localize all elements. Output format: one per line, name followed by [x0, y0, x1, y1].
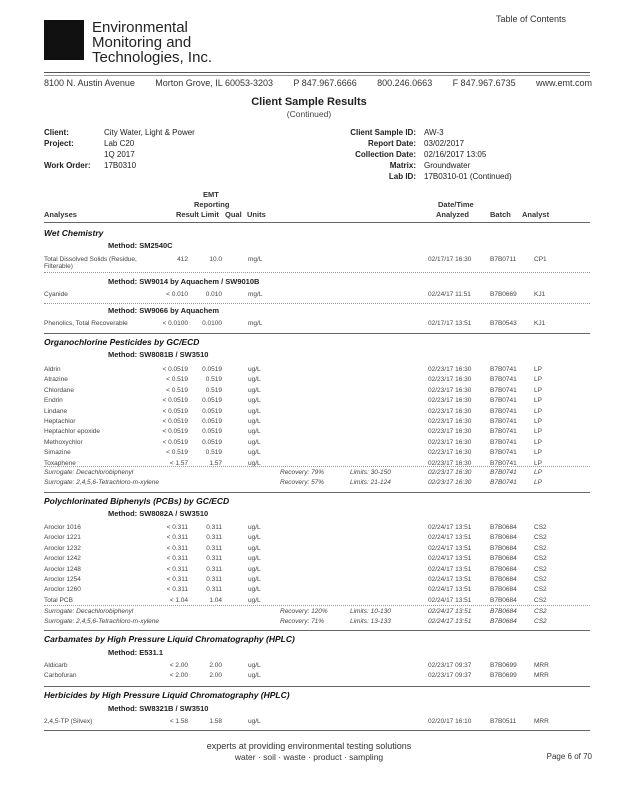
surrogate-name: Surrogate: Decachlorobiphenyl — [44, 608, 134, 615]
sample-labels — [318, 127, 416, 182]
table-row — [44, 576, 592, 586]
units-value: mg/L — [248, 256, 263, 263]
date-value: 02/24/17 13:51 — [428, 576, 472, 583]
analyte-name-cont: Filterable) — [44, 263, 73, 270]
lab-id-label: Lab ID: — [388, 172, 416, 181]
col-analyzed: Analyzed — [436, 210, 469, 219]
col-emt: EMT — [203, 190, 219, 199]
col-units: Units — [247, 210, 266, 219]
batch-value: B7B0741 — [490, 449, 517, 457]
analyte-name: Total Dissolved Solids (Residue, — [44, 256, 137, 263]
batch-value: B7B0741 — [490, 407, 517, 415]
date-value: 02/23/17 16:30 — [428, 479, 472, 487]
analyst-value: CS2 — [534, 565, 547, 573]
limit-value: 2.00 — [209, 662, 222, 669]
limit-value: 0.311 — [206, 524, 222, 531]
units-value: ug/L — [248, 565, 261, 573]
analyte-name: Aldrin — [44, 366, 61, 373]
date-value: 02/24/17 13:51 — [428, 618, 472, 626]
units-value: ug/L — [248, 428, 261, 436]
limit-value: 1.58 — [209, 718, 222, 725]
result-value: < 0.0519 — [162, 438, 188, 446]
batch-value: B7B0741 — [490, 376, 517, 384]
units-value: ug/L — [248, 596, 261, 604]
result-value: < 0.519 — [166, 449, 188, 457]
date-value: 02/17/17 16:30 — [428, 256, 472, 263]
date-value: 02/17/17 13:51 — [428, 320, 472, 327]
date-value: 02/24/17 13:51 — [428, 608, 472, 615]
table-row — [44, 418, 592, 428]
limit-value: 0.519 — [205, 386, 222, 394]
surrogate-name: Surrogate: Decachlorobiphenyl — [44, 469, 134, 476]
analyst-value: CS2 — [534, 544, 547, 552]
result-value: < 2.00 — [169, 672, 188, 680]
project-value: Lab C20 — [104, 139, 135, 148]
header-rule — [44, 222, 590, 223]
company-name-line: Technologies, Inc. — [92, 49, 213, 66]
batch-value: B7B0684 — [490, 576, 517, 583]
analyst-value: LP — [534, 407, 542, 415]
section-title: Herbicides by High Pressure Liquid Chromatography (HPLC) — [44, 690, 290, 700]
method-label: Method: SM2540C — [108, 241, 173, 250]
table-row — [44, 534, 592, 544]
batch-value: B7B0699 — [490, 672, 517, 680]
col-analyst: Analyst — [522, 210, 550, 219]
date-value: 02/23/17 16:30 — [428, 376, 472, 384]
table-of-contents-link[interactable]: Table of Contents — [495, 14, 566, 24]
company-logo — [44, 20, 84, 60]
table-row — [44, 366, 592, 376]
col-limit: Limit — [201, 210, 219, 219]
batch-value: B7B0741 — [490, 397, 517, 405]
limit-value: 0.311 — [206, 544, 222, 552]
matrix-value: Groundwater — [424, 161, 471, 170]
col-result: Result — [176, 210, 199, 219]
client-value: City Water, Light & Power — [104, 128, 195, 137]
page-number: Page 6 of 70 — [546, 752, 592, 761]
date-value: 02/23/17 16:30 — [428, 449, 472, 457]
analyte-name: Heptachlor — [44, 418, 76, 425]
col-batch: Batch — [490, 210, 511, 219]
collection-date-label: Collection Date: — [355, 150, 416, 159]
analyst-value: LP — [534, 366, 542, 373]
limits-value: Limits: 30-150 — [350, 469, 391, 476]
table-row — [44, 555, 592, 565]
analyte-name: 2,4,5-TP (Silvex) — [44, 718, 93, 725]
units-value: ug/L — [248, 397, 261, 405]
batch-value: B7B0669 — [490, 291, 517, 298]
limits-value: Limits: 21-124 — [350, 479, 391, 487]
table-row — [44, 524, 592, 534]
table-row — [44, 449, 592, 459]
analyst-value: LP — [534, 386, 542, 394]
batch-value: B7B0684 — [490, 596, 517, 604]
units-value: ug/L — [248, 586, 261, 594]
sample-values — [424, 127, 512, 182]
table-row — [44, 439, 592, 449]
analyte-name: Aldicarb — [44, 662, 68, 669]
col-analyses: Analyses — [44, 210, 77, 219]
analyst-value: CS2 — [534, 576, 547, 583]
section-rule — [44, 686, 590, 687]
project-label: Project: — [44, 139, 74, 148]
address-city: Morton Grove, IL 60053-3203 — [155, 78, 274, 88]
date-value: 02/23/17 16:30 — [428, 366, 472, 373]
limit-value: 0.311 — [206, 586, 222, 594]
batch-value: B7B0711 — [490, 256, 517, 263]
analyst-value: CS2 — [534, 534, 547, 542]
project-value-2: 1Q 2017 — [104, 150, 135, 159]
method-label: Method: SW8321B / SW3510 — [108, 704, 209, 713]
footer-tagline: experts at providing environmental testing solutions — [206, 741, 412, 751]
table-row — [44, 662, 592, 672]
batch-value: B7B0741 — [490, 469, 517, 476]
table-row — [44, 586, 592, 596]
date-value: 02/23/17 16:30 — [428, 386, 472, 394]
analyte-name: Phenolics, Total Recoverable — [44, 320, 128, 327]
address-fax: F 847.967.6735 — [452, 78, 516, 88]
table-row — [44, 408, 592, 418]
limit-value: 0.311 — [206, 534, 222, 542]
analyst-value: LP — [534, 449, 542, 457]
analyte-name: Aroclor 1248 — [44, 565, 81, 573]
result-value: 412 — [177, 256, 188, 263]
date-value: 02/24/17 13:51 — [428, 534, 472, 542]
limit-value: 0.311 — [206, 576, 222, 583]
recovery-value: Recovery: 79% — [280, 469, 325, 476]
date-value: 02/24/17 13:51 — [428, 555, 472, 563]
limit-value: 0.311 — [206, 565, 222, 573]
result-value: < 2.00 — [169, 662, 188, 669]
table-row — [44, 566, 592, 576]
batch-value: B7B0741 — [490, 459, 517, 467]
row-divider — [44, 303, 590, 304]
analyst-value: MRR — [534, 662, 549, 669]
collection-date-value: 02/16/2017 13:05 — [424, 150, 487, 159]
batch-value: B7B0684 — [490, 534, 517, 542]
page-title: Client Sample Results — [251, 96, 367, 108]
limit-value: 1.04 — [209, 596, 222, 604]
recovery-value: Recovery: 71% — [280, 618, 325, 626]
analyst-value: LP — [534, 376, 542, 384]
units-value: ug/L — [248, 418, 261, 425]
method-label: Method: SW9066 by Aquachem — [108, 306, 219, 315]
analyte-name: Chlordane — [44, 386, 74, 394]
units-value: ug/L — [248, 576, 261, 583]
date-value: 02/24/17 13:51 — [428, 586, 472, 594]
result-value: < 0.0519 — [162, 407, 188, 415]
result-value: < 0.311 — [166, 565, 188, 573]
analyst-value: LP — [534, 428, 542, 436]
limit-value: 10.0 — [209, 256, 222, 263]
report-date-label: Report Date: — [367, 139, 416, 148]
section-title: Organochlorine Pesticides by GC/ECD — [44, 337, 200, 347]
analyst-value: CS2 — [534, 596, 547, 604]
header-divider — [44, 75, 590, 76]
analyst-value: MRR — [534, 718, 549, 725]
limit-value: 0.0519 — [202, 397, 222, 405]
analyte-name: Carbofuran — [44, 672, 77, 680]
analyst-value: CS2 — [534, 586, 547, 594]
analyst-value: LP — [534, 479, 542, 487]
batch-value: B7B0741 — [490, 479, 517, 487]
report-date-value: 03/02/2017 — [424, 139, 465, 148]
batch-value: B7B0684 — [490, 608, 517, 615]
table-row — [44, 428, 592, 438]
units-value: mg/L — [248, 320, 263, 327]
address-bar — [44, 78, 592, 88]
address-web[interactable]: www.emt.com — [535, 78, 592, 88]
work-order-label: Work Order: — [44, 161, 91, 170]
section-title: Wet Chemistry — [44, 228, 104, 238]
row-divider — [44, 272, 590, 273]
units-value: mg/L — [248, 291, 263, 298]
analyst-value: CS2 — [534, 524, 547, 531]
units-value: ug/L — [248, 672, 261, 680]
units-value: ug/L — [248, 534, 261, 542]
matrix-label: Matrix: — [389, 161, 416, 170]
result-value: < 0.311 — [166, 524, 188, 531]
limit-value: 0.519 — [205, 449, 222, 457]
date-value: 02/24/17 13:51 — [428, 565, 472, 573]
batch-value: B7B0741 — [490, 386, 517, 394]
page-subtitle: (Continued) — [286, 109, 332, 119]
result-value: < 1.58 — [169, 718, 188, 725]
analyst-value: MRR — [534, 672, 549, 680]
sample-id-label: Client Sample ID: — [350, 128, 416, 137]
date-value: 02/20/17 16:10 — [428, 718, 472, 725]
method-label: Method: SW8082A / SW3510 — [108, 509, 209, 518]
batch-value: B7B0741 — [490, 438, 517, 446]
batch-value: B7B0684 — [490, 586, 517, 594]
result-value: < 0.519 — [166, 386, 188, 394]
limit-value: 0.0519 — [202, 418, 222, 425]
batch-value: B7B0511 — [490, 718, 517, 725]
batch-value: B7B0543 — [490, 320, 517, 327]
analyst-value: LP — [534, 459, 542, 467]
surrogate-row — [44, 608, 592, 618]
row-divider — [44, 466, 590, 467]
date-value: 02/24/17 11:51 — [428, 291, 471, 298]
method-label: Method: SW8081B / SW3510 — [108, 350, 209, 359]
result-value: < 0.311 — [166, 555, 188, 563]
units-value: ug/L — [248, 718, 261, 725]
analyst-value: CS2 — [534, 608, 547, 615]
surrogate-row — [44, 618, 592, 628]
limit-value: 0.519 — [205, 376, 222, 384]
limit-value: 0.311 — [206, 555, 222, 563]
section-rule — [44, 630, 590, 631]
analyst-value: LP — [534, 418, 542, 425]
address-street: 8100 N. Austin Avenue — [44, 78, 135, 88]
units-value: ug/L — [248, 662, 261, 669]
analyte-name: Aroclor 1260 — [44, 586, 81, 594]
date-value: 02/23/17 16:30 — [428, 397, 472, 405]
col-datetime: Date/Time — [438, 200, 474, 209]
client-values — [104, 127, 195, 171]
analyte-name: Lindane — [44, 407, 68, 415]
date-value: 02/23/17 16:30 — [428, 469, 472, 476]
limit-value: 0.0519 — [202, 407, 222, 415]
lab-id-value: 17B0310-01 (Continued) — [424, 172, 512, 181]
result-value: < 0.311 — [166, 586, 188, 594]
analyst-value: CS2 — [534, 555, 547, 563]
analyst-value: CP1 — [534, 256, 547, 263]
units-value: ug/L — [248, 407, 261, 415]
surrogate-name: Surrogate: 2,4,5,6-Tetrachloro-m-xylene — [44, 479, 160, 487]
analyst-value: KJ1 — [534, 320, 546, 327]
batch-value: B7B0741 — [490, 428, 517, 436]
company-name-line: Environmental — [92, 19, 188, 36]
company-name — [92, 20, 212, 65]
section-rule — [44, 730, 590, 731]
client-labels — [44, 127, 91, 171]
analyte-name: Aroclor 1254 — [44, 576, 81, 583]
col-qual: Qual — [225, 210, 242, 219]
table-row — [44, 291, 592, 301]
column-headers — [44, 190, 592, 220]
analyte-name: Simazine — [44, 449, 71, 457]
table-row — [44, 320, 592, 330]
date-value: 02/24/17 13:51 — [428, 544, 472, 552]
batch-value: B7B0684 — [490, 555, 517, 563]
result-value: < 0.010 — [166, 291, 188, 298]
result-value: < 0.311 — [166, 544, 188, 552]
work-order-value: 17B0310 — [104, 161, 137, 170]
surrogate-row — [44, 479, 592, 489]
units-value: ug/L — [248, 438, 261, 446]
sample-id-value: AW-3 — [424, 128, 444, 137]
analyte-name: Total PCB — [44, 596, 73, 604]
date-value: 02/23/17 16:30 — [428, 418, 472, 425]
analyst-value: CS2 — [534, 618, 547, 626]
analyte-name: Aroclor 1242 — [44, 555, 81, 563]
table-row — [44, 256, 592, 270]
row-divider — [44, 605, 590, 606]
result-value: < 0.519 — [166, 376, 188, 384]
limits-value: Limits: 13-133 — [350, 618, 391, 626]
limit-value: 0.0519 — [202, 366, 222, 373]
analyst-value: LP — [534, 469, 542, 476]
analyte-name: Atrazine — [44, 376, 68, 384]
analyte-name: Methoxychlor — [44, 438, 83, 446]
units-value: ug/L — [248, 544, 261, 552]
result-value: < 0.0519 — [162, 418, 188, 425]
result-value: < 0.0519 — [162, 428, 188, 436]
date-value: 02/24/17 13:51 — [428, 524, 472, 531]
recovery-value: Recovery: 57% — [280, 479, 325, 487]
client-label: Client: — [44, 128, 69, 137]
analyst-value: LP — [534, 397, 542, 405]
section-rule — [44, 333, 590, 334]
company-name-line: Monitoring and — [92, 34, 192, 51]
units-value: ug/L — [248, 459, 261, 467]
result-value: < 0.0100 — [162, 320, 188, 327]
table-row — [44, 397, 592, 407]
section-rule — [44, 492, 590, 493]
section-title: Carbamates by High Pressure Liquid Chromatography (HPLC) — [44, 634, 295, 644]
limit-value: 0.010 — [205, 291, 222, 298]
limit-value: 1.57 — [209, 459, 222, 467]
batch-value: B7B0684 — [490, 565, 517, 573]
result-value: < 0.0519 — [162, 366, 188, 373]
limit-value: 0.0100 — [202, 320, 222, 327]
analyte-name: Cyanide — [44, 291, 68, 298]
limit-value: 2.00 — [209, 672, 222, 680]
date-value: 02/23/17 16:30 — [428, 428, 472, 436]
method-label: Method: SW9014 by Aquachem / SW9010B — [108, 277, 260, 286]
analyst-value: LP — [534, 438, 542, 446]
result-value: < 0.0519 — [162, 397, 188, 405]
result-value: < 0.311 — [166, 534, 188, 542]
method-label: Method: E531.1 — [108, 648, 164, 657]
analyst-value: KJ1 — [534, 291, 546, 298]
batch-value: B7B0684 — [490, 618, 517, 626]
batch-value: B7B0684 — [490, 524, 517, 531]
result-value: < 0.311 — [166, 576, 188, 583]
analyte-name: Heptachlor epoxide — [44, 428, 101, 436]
analyte-name: Aroclor 1221 — [44, 534, 81, 542]
batch-value: B7B0741 — [490, 418, 517, 425]
units-value: ug/L — [248, 366, 261, 373]
surrogate-row — [44, 469, 592, 479]
date-value: 02/23/17 16:30 — [428, 407, 472, 415]
date-value: 02/23/17 09:37 — [428, 672, 472, 680]
result-value: < 1.04 — [169, 596, 188, 604]
recovery-value: Recovery: 120% — [280, 608, 328, 615]
address-phone: P 847.967.6666 — [293, 78, 357, 88]
date-value: 02/24/17 13:51 — [428, 596, 472, 604]
table-row — [44, 387, 592, 397]
batch-value: B7B0741 — [490, 366, 517, 373]
units-value: ug/L — [248, 555, 261, 563]
units-value: ug/L — [248, 524, 261, 531]
date-value: 02/23/17 09:37 — [428, 662, 472, 669]
limit-value: 0.0519 — [202, 438, 222, 446]
surrogate-name: Surrogate: 2,4,5,6-Tetrachloro-m-xylene — [44, 618, 160, 626]
address-tollfree: 800.246.0663 — [377, 78, 433, 88]
analyte-name: Aroclor 1232 — [44, 544, 81, 552]
batch-value: B7B0699 — [490, 662, 517, 669]
units-value: ug/L — [248, 386, 261, 394]
col-reporting: Reporting — [194, 200, 230, 209]
table-row — [44, 545, 592, 555]
limit-value: 0.0519 — [202, 428, 222, 436]
analyte-name: Endrin — [44, 397, 63, 405]
header-divider — [44, 72, 590, 73]
footer-services: water · soil · waste · product · sampling — [234, 752, 384, 762]
result-value: < 1.57 — [169, 459, 188, 467]
analyte-name: Toxaphene — [44, 459, 76, 467]
limits-value: Limits: 10-130 — [350, 608, 391, 615]
units-value: ug/L — [248, 449, 261, 457]
date-value: 02/23/17 16:30 — [428, 459, 472, 467]
section-title: Polychlorinated Biphenyls (PCBs) by GC/ECD — [44, 496, 230, 506]
date-value: 02/23/17 16:30 — [428, 438, 472, 446]
batch-value: B7B0684 — [490, 544, 517, 552]
table-row — [44, 718, 592, 728]
table-row — [44, 672, 592, 682]
table-row — [44, 376, 592, 386]
analyte-name: Aroclor 1016 — [44, 524, 81, 531]
units-value: ug/L — [248, 376, 261, 384]
